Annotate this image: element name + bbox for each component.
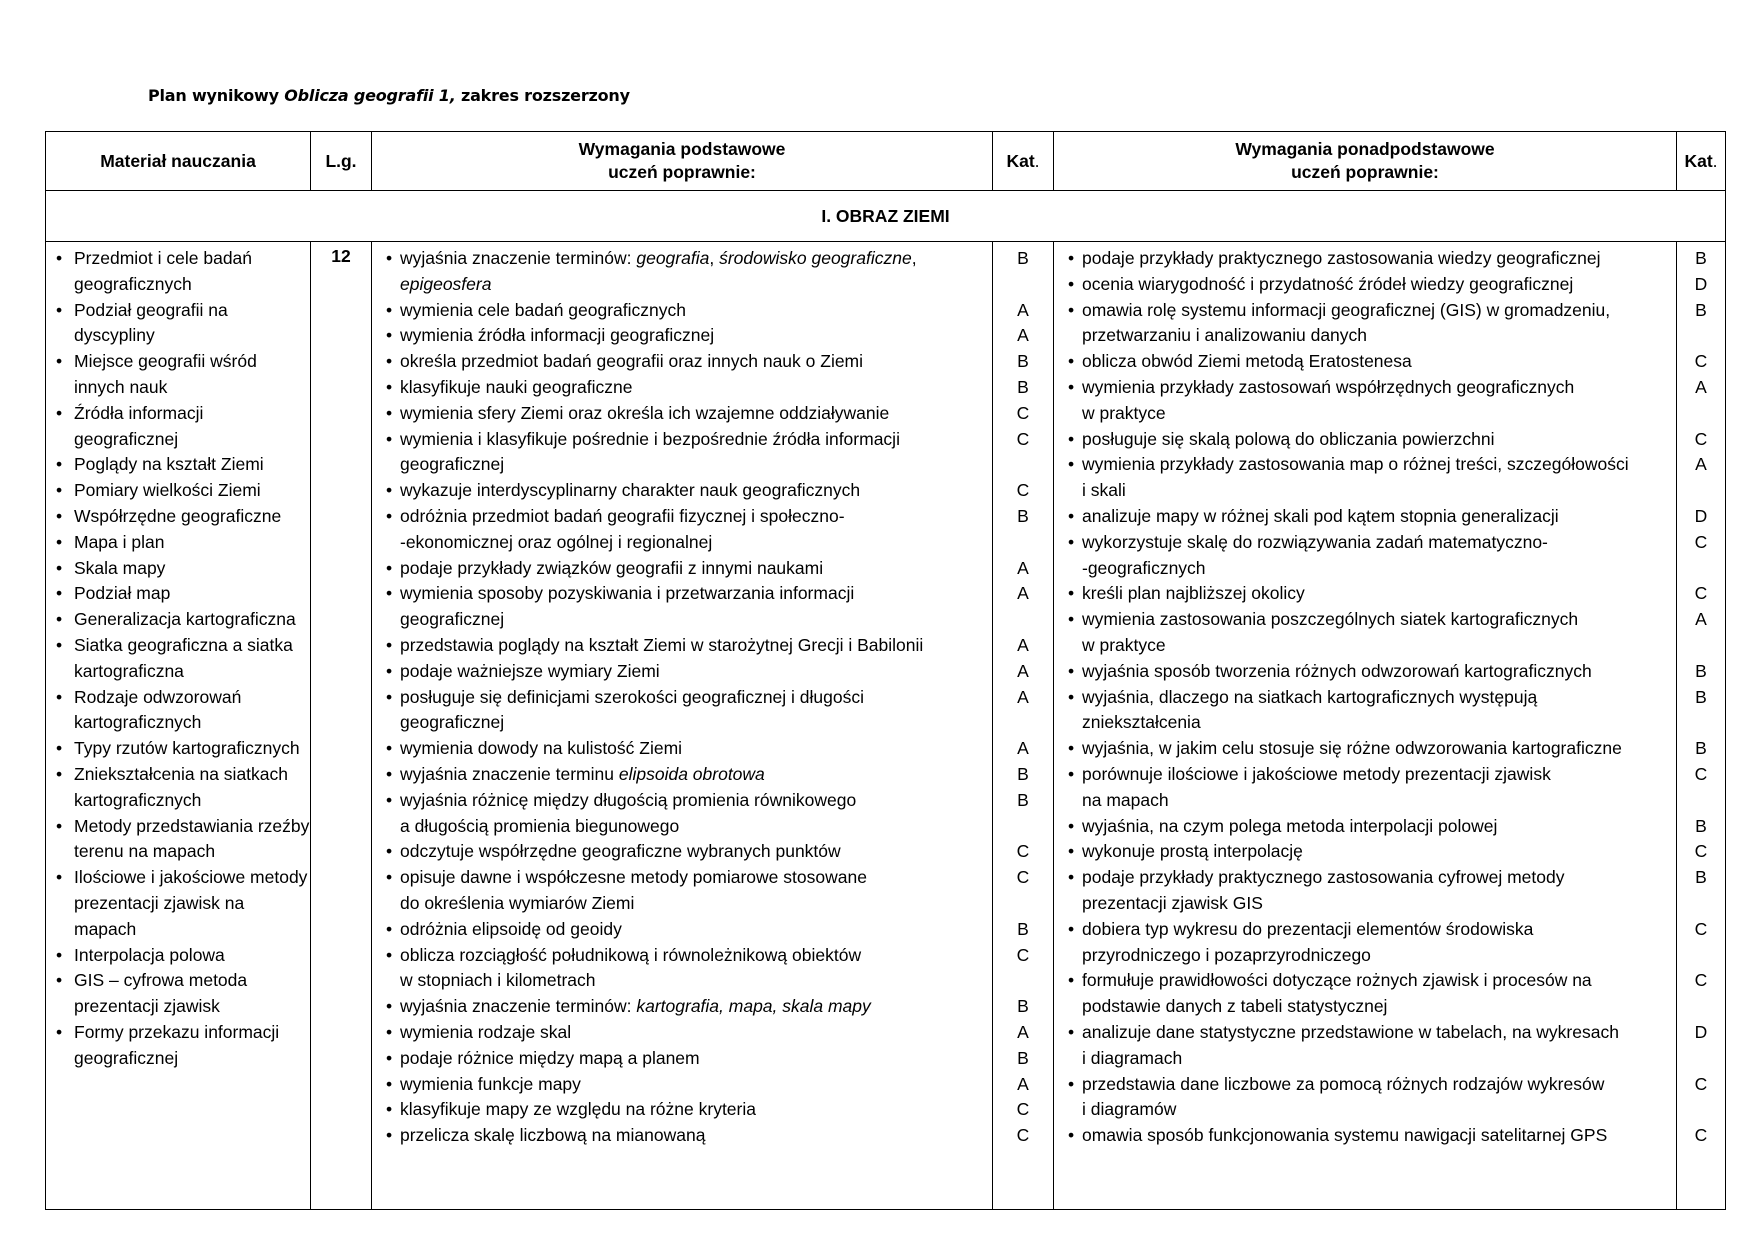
list-item: • wymienia sposoby pozyskiwania i przetwarzania informacji geograficznej — [386, 581, 988, 633]
list-item: • podaje przykłady związków geografii z innymi naukami — [386, 556, 988, 582]
kat-value: C — [1016, 944, 1030, 965]
kat-spacer — [1677, 478, 1725, 504]
kat-spacer — [1677, 1046, 1725, 1072]
kat-value: B — [1017, 763, 1029, 784]
basic-requirements-column — [372, 242, 993, 1210]
material-item: • Źródła informacji geograficznej — [54, 401, 310, 453]
material-item: • Siatka geograficzna a siatka kartograficzna — [54, 633, 310, 685]
list-item: • wyjaśnia różnicę między długością promienia równikowego a długością promienia biegunowego — [386, 788, 988, 840]
list-item: • podaje przykłady praktycznego zastosowania cyfrowej metody prezentacji zjawisk GIS — [1068, 865, 1672, 917]
kat-spacer — [1677, 556, 1725, 582]
list-item: • omawia sposób funkcjonowania systemu nawigacji satelitarnej GPS — [1068, 1123, 1672, 1149]
kat-value: C — [1694, 841, 1708, 862]
material-item: • Przedmiot i cele badań geograficznych — [54, 246, 310, 298]
kat-value: A — [1017, 1073, 1029, 1094]
header-kat-basic: Kat. — [993, 132, 1054, 191]
kat-value: C — [1694, 918, 1708, 939]
list-item: • podaje różnice między mapą a planem — [386, 1046, 988, 1072]
kat-value: A — [1017, 686, 1029, 707]
list-item: • wykorzystuje skalę do rozwiązywania zadań matematyczno- -geograficznych — [1068, 530, 1672, 582]
list-item: • przedstawia dane liczbowe za pomocą różnych rodzajów wykresów i diagramów — [1068, 1072, 1672, 1124]
material-item: • Zniekształcenia na siatkach kartograficznych — [54, 762, 310, 814]
list-item: • dobiera typ wykresu do prezentacji elementów środowiska przyrodniczego i pozaprzyrodniczego — [1068, 917, 1672, 969]
kat-value: A — [1017, 557, 1029, 578]
list-item: • oblicza obwód Ziemi metodą Eratostenesa — [1068, 349, 1672, 375]
kat-value: C — [1694, 1125, 1708, 1146]
kat-value: C — [1694, 531, 1708, 552]
kat-value: B — [1695, 660, 1707, 681]
list-item: • wyjaśnia sposób tworzenia różnych odwzorowań kartograficznych — [1068, 659, 1672, 685]
kat-value — [993, 272, 1053, 298]
material-item: • Podział geografii na dyscypliny — [54, 298, 310, 350]
kat-value: A — [1017, 1021, 1029, 1042]
list-item: • opisuje dawne i współczesne metody pomiarowe stosowane do określenia wymiarów Ziemi — [386, 865, 988, 917]
list-item: • analizuje dane statystyczne przedstawione w tabelach, na wykresach i diagramach — [1068, 1020, 1672, 1072]
kat-value: A — [1017, 325, 1029, 346]
advanced-requirements-column — [1054, 242, 1677, 1210]
kat-spacer — [1677, 1097, 1725, 1123]
kat-spacer — [1677, 633, 1725, 659]
list-item: • wymienia cele badań geograficznych — [386, 298, 988, 324]
list-item: • kreśli plan najbliższej okolicy — [1068, 581, 1672, 607]
material-item: • Formy przekazu informacji geograficznej — [54, 1020, 310, 1072]
kat-value: C — [1694, 970, 1708, 991]
list-item: • wyjaśnia, na czym polega metoda interpolacji polowej — [1068, 814, 1672, 840]
list-item: • wymienia sfery Ziemi oraz określa ich wzajemne oddziaływanie — [386, 401, 988, 427]
kat-value: B — [1017, 918, 1029, 939]
basic-kat-column — [993, 242, 1054, 1210]
kat-spacer — [1677, 710, 1725, 736]
kat-value: C — [1016, 480, 1030, 501]
kat-value: B — [1695, 815, 1707, 836]
kat-value — [993, 891, 1053, 917]
kat-value: C — [1016, 841, 1030, 862]
kat-spacer — [1677, 994, 1725, 1020]
kat-value: C — [1694, 1073, 1708, 1094]
list-item: • oblicza rozciągłość południkową i równoleżnikową obiektów w stopniach i kilometrach — [386, 943, 988, 995]
list-item: • przedstawia poglądy na kształt Ziemi w starożytnej Grecji i Babilonii — [386, 633, 988, 659]
kat-value: B — [1017, 376, 1029, 397]
list-item: • posługuje się skalą polową do obliczania powierzchni — [1068, 427, 1672, 453]
material-item: • Typy rzutów kartograficznych — [54, 736, 310, 762]
kat-spacer — [1677, 401, 1725, 427]
kat-value: A — [1017, 738, 1029, 759]
list-item: • wymienia i klasyfikuje pośrednie i bezpośrednie źródła informacji geograficznej — [386, 427, 988, 479]
list-item: • podaje przykłady praktycznego zastosowania wiedzy geograficznej — [1068, 246, 1672, 272]
advanced-kat-column — [1677, 242, 1726, 1210]
document-title: Plan wynikowy Oblicza geografii 1, zakres rozszerzony — [148, 86, 630, 105]
kat-value: B — [1695, 738, 1707, 759]
list-item: • wyjaśnia znaczenie terminu elipsoida obrotowa — [386, 762, 988, 788]
header-kat-advanced: Kat. — [1677, 132, 1726, 191]
kat-value — [993, 530, 1053, 556]
header-advanced: Wymagania ponadpodstawowe uczeń poprawnie: — [1054, 132, 1677, 191]
kat-value: C — [1016, 402, 1030, 423]
list-item: • przelicza skalę liczbową na mianowaną — [386, 1123, 988, 1149]
list-item: • porównuje ilościowe i jakościowe metody prezentacji zjawisk na mapach — [1068, 762, 1672, 814]
list-item: • podaje ważniejsze wymiary Ziemi — [386, 659, 988, 685]
list-item: • formułuje prawidłowości dotyczące rożnych zjawisk i procesów na podstawie danych z tabeli statystycznej — [1068, 968, 1672, 1020]
kat-value: C — [1694, 428, 1708, 449]
list-item: • wyjaśnia, dlaczego na siatkach kartograficznych występują zniekształcenia — [1068, 685, 1672, 737]
list-item: • odróżnia przedmiot badań geografii fizycznej i społeczno- -ekonomicznej oraz ogólnej i regionalnej — [386, 504, 988, 556]
material-column — [46, 242, 311, 1210]
kat-value: C — [1016, 1099, 1030, 1120]
header-basic: Wymagania podstawowe uczeń poprawnie: — [372, 132, 993, 191]
kat-value: B — [1695, 686, 1707, 707]
list-item: • klasyfikuje nauki geograficzne — [386, 375, 988, 401]
kat-value: C — [1694, 583, 1708, 604]
kat-value: B — [1017, 996, 1029, 1017]
kat-value: A — [1017, 634, 1029, 655]
kat-value: D — [1694, 273, 1708, 294]
material-item: • Skala mapy — [54, 556, 310, 582]
kat-spacer — [1677, 788, 1725, 814]
list-item: • wyjaśnia znaczenie terminów: geografia, środowisko geograficzne, epigeosfera — [386, 246, 988, 298]
kat-value — [993, 452, 1053, 478]
kat-value: D — [1694, 505, 1708, 526]
list-item: • omawia rolę systemu informacji geograficznej (GIS) w gromadzeniu, przetwarzaniu i analizowaniu danych — [1068, 298, 1672, 350]
list-item: • wymienia zastosowania poszczególnych siatek kartograficznych w praktyce — [1068, 607, 1672, 659]
material-item: • Współrzędne geograficzne — [54, 504, 310, 530]
list-item: • wykonuje prostą interpolację — [1068, 839, 1672, 865]
material-item: • Rodzaje odwzorowań kartograficznych — [54, 685, 310, 737]
curriculum-table — [45, 131, 1726, 1210]
list-item: • wymienia rodzaje skal — [386, 1020, 988, 1046]
list-item: • wymienia funkcje mapy — [386, 1072, 988, 1098]
material-item: • Interpolacja polowa — [54, 943, 310, 969]
kat-value: B — [1695, 299, 1707, 320]
list-item: • wymienia przykłady zastosowania map o różnej treści, szczegółowości i skali — [1068, 452, 1672, 504]
kat-value: B — [1695, 248, 1707, 268]
list-item: • określa przedmiot badań geografii oraz innych nauk o Ziemi — [386, 349, 988, 375]
list-item: • wyjaśnia znaczenie terminów: kartografia, mapa, skala mapy — [386, 994, 988, 1020]
list-item: • ocenia wiarygodność i przydatność źródeł wiedzy geograficznej — [1068, 272, 1672, 298]
kat-value: B — [1695, 867, 1707, 888]
kat-value: B — [1017, 1047, 1029, 1068]
kat-value: A — [1017, 583, 1029, 604]
section-title: I. OBRAZ ZIEMI — [46, 191, 1726, 242]
material-item: • GIS – cyfrowa metoda prezentacji zjawisk — [54, 968, 310, 1020]
material-item: • Metody przedstawiania rzeźby terenu na mapach — [54, 814, 310, 866]
kat-value: C — [1016, 867, 1030, 888]
material-item: • Ilościowe i jakościowe metody prezentacji zjawisk na mapach — [54, 865, 310, 942]
list-item: • klasyfikuje mapy ze względu na różne kryteria — [386, 1097, 988, 1123]
kat-value: C — [1694, 763, 1708, 784]
kat-value: C — [1016, 1125, 1030, 1146]
lesson-count: 12 — [311, 242, 372, 1210]
list-item: • analizuje mapy w różnej skali pod kątem stopnia generalizacji — [1068, 504, 1672, 530]
kat-value: C — [1694, 351, 1708, 372]
header-material: Materiał nauczania — [46, 132, 311, 191]
material-item: • Generalizacja kartograficzna — [54, 607, 310, 633]
kat-value: A — [1695, 609, 1707, 630]
material-item: • Pomiary wielkości Ziemi — [54, 478, 310, 504]
material-item: • Miejsce geografii wśród innych nauk — [54, 349, 310, 401]
kat-value: A — [1017, 299, 1029, 320]
kat-spacer — [1677, 323, 1725, 349]
kat-value — [993, 968, 1053, 994]
list-item: • odczytuje współrzędne geograficzne wybranych punktów — [386, 839, 988, 865]
kat-value: D — [1694, 1021, 1708, 1042]
kat-value — [993, 710, 1053, 736]
kat-value: A — [1017, 660, 1029, 681]
kat-value: B — [1017, 351, 1029, 372]
kat-value: A — [1695, 376, 1707, 397]
material-item: • Mapa i plan — [54, 530, 310, 556]
list-item: • posługuje się definicjami szerokości geograficznej i długości geograficznej — [386, 685, 988, 737]
kat-spacer — [1677, 943, 1725, 969]
kat-value: B — [1017, 505, 1029, 526]
list-item: • wykazuje interdyscyplinarny charakter nauk geograficznych — [386, 478, 988, 504]
list-item: • wymienia przykłady zastosowań współrzędnych geograficznych w praktyce — [1068, 375, 1672, 427]
material-item: • Poglądy na kształt Ziemi — [54, 452, 310, 478]
list-item: • wymienia źródła informacji geograficznej — [386, 323, 988, 349]
header-lg: L.g. — [311, 132, 372, 191]
kat-value: A — [1695, 454, 1707, 475]
list-item: • wymienia dowody na kulistość Ziemi — [386, 736, 988, 762]
kat-value: C — [1016, 428, 1030, 449]
kat-spacer — [1677, 891, 1725, 917]
list-item: • wyjaśnia, w jakim celu stosuje się różne odwzorowania kartograficzne — [1068, 736, 1672, 762]
kat-value: B — [1017, 789, 1029, 810]
list-item: • odróżnia elipsoidę od geoidy — [386, 917, 988, 943]
kat-value: B — [1017, 248, 1029, 268]
material-item: • Podział map — [54, 581, 310, 607]
kat-value — [993, 814, 1053, 840]
kat-value — [993, 607, 1053, 633]
